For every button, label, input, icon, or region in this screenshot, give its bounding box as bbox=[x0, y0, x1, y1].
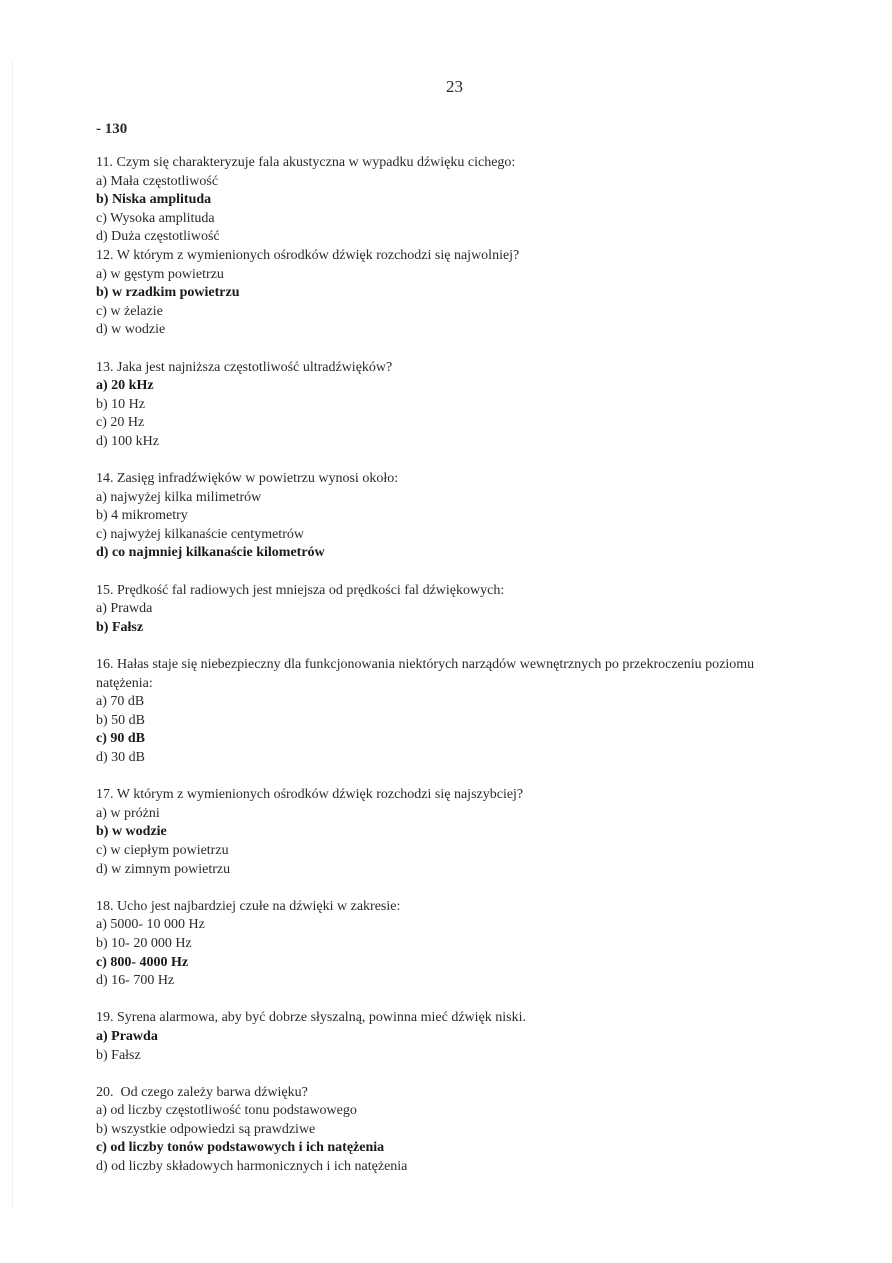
answer-option: c) 20 Hz bbox=[96, 415, 145, 431]
question-text: 12. W którym z wymienionych ośrodków dźwięk rozchodzi się najwolniej? bbox=[96, 247, 520, 263]
question-text: 14. Zasięg infradźwięków w powietrzu wynosi około: bbox=[96, 471, 399, 487]
question-block bbox=[96, 898, 806, 991]
question-block bbox=[96, 786, 806, 879]
answer-option: b) 50 dB bbox=[96, 712, 145, 728]
correct-answer: c) 90 dB bbox=[96, 731, 145, 747]
question-text: 19. Syrena alarmowa, aby być dobrze słyszalną, powinna mieć dźwięk niski. bbox=[96, 1010, 526, 1026]
answer-option: b) 10- 20 000 Hz bbox=[96, 935, 192, 951]
answer-option: c) w ciepłym powietrzu bbox=[96, 842, 229, 858]
page-number: 23 bbox=[446, 77, 463, 96]
answer-option: a) 5000- 10 000 Hz bbox=[96, 917, 205, 933]
correct-answer: c) 800- 4000 Hz bbox=[96, 954, 189, 970]
question-text: 17. W którym z wymienionych ośrodków dźwięk rozchodzi się najszybciej? bbox=[96, 787, 524, 803]
question-text: 18. Ucho jest najbardziej czułe na dźwięki w zakresie: bbox=[96, 898, 401, 914]
answer-option: b) 10 Hz bbox=[96, 396, 145, 412]
scan-edge bbox=[12, 60, 13, 1210]
correct-answer: c) od liczby tonów podstawowych i ich natężenia bbox=[96, 1140, 385, 1156]
answer-option: b) wszystkie odpowiedzi są prawdziwe bbox=[96, 1121, 316, 1137]
answer-option: b) Fałsz bbox=[96, 1047, 141, 1063]
answer-option: c) w żelazie bbox=[96, 303, 163, 319]
answer-option: d) 30 dB bbox=[96, 750, 145, 765]
answer-option: a) w gęstym powietrzu bbox=[96, 266, 224, 282]
question-text: 20. Od czego zależy barwa dźwięku? bbox=[96, 1084, 308, 1100]
question-text: 11. Czym się charakteryzuje fala akustyczna w wypadku dźwięku cichego: bbox=[96, 155, 516, 170]
question-text: 13. Jaka jest najniższa częstotliwość ultradźwięków? bbox=[96, 359, 393, 375]
question-block bbox=[96, 247, 806, 340]
answer-option: a) najwyżej kilka milimetrów bbox=[96, 489, 262, 505]
question-block bbox=[96, 582, 806, 638]
correct-answer: a) Prawda bbox=[96, 1028, 158, 1044]
question-block bbox=[96, 154, 806, 247]
answer-option: c) Wysoka amplituda bbox=[96, 210, 215, 226]
answer-option: a) Mała częstotliwość bbox=[96, 173, 219, 189]
answer-option: d) od liczby składowych harmonicznych i ich natężenia bbox=[96, 1159, 408, 1175]
answer-option: a) od liczby częstotliwość tonu podstawowego bbox=[96, 1103, 357, 1119]
answer-option: d) 16- 700 Hz bbox=[96, 973, 175, 989]
answer-option: d) w wodzie bbox=[96, 322, 166, 338]
answer-option: a) Prawda bbox=[96, 601, 153, 617]
question-block bbox=[96, 470, 806, 563]
correct-answer: b) w rzadkim powietrzu bbox=[96, 285, 240, 301]
correct-answer: b) Niska amplituda bbox=[96, 192, 212, 208]
correct-answer: b) w wodzie bbox=[96, 824, 167, 840]
answer-option: d) w zimnym powietrzu bbox=[96, 861, 231, 877]
question-text: 15. Prędkość fal radiowych jest mniejsza od prędkości fal dźwiękowych: bbox=[96, 582, 505, 598]
section-marker: - 130 bbox=[96, 121, 128, 137]
correct-answer: b) Fałsz bbox=[96, 619, 144, 635]
question-block bbox=[96, 1009, 806, 1065]
answer-option: b) 4 mikrometry bbox=[96, 508, 188, 524]
correct-answer: a) 20 kHz bbox=[96, 378, 154, 394]
question-text: 16. Hałas staje się niebezpieczny dla funkcjonowania niektórych narządów wewnętrznych po przekroczeniu poziomu natężenia: bbox=[96, 657, 758, 691]
question-block bbox=[96, 359, 806, 452]
answer-option: d) Duża częstotliwość bbox=[96, 229, 220, 245]
answer-option: a) 70 dB bbox=[96, 694, 145, 710]
correct-answer: d) co najmniej kilkanaście kilometrów bbox=[96, 545, 325, 561]
answer-option: d) 100 kHz bbox=[96, 433, 159, 449]
answer-option: c) najwyżej kilkanaście centymetrów bbox=[96, 526, 304, 542]
question-list bbox=[96, 154, 806, 1177]
answer-option: a) w próżni bbox=[96, 805, 160, 821]
question-block bbox=[96, 1084, 806, 1177]
question-block bbox=[96, 656, 806, 768]
